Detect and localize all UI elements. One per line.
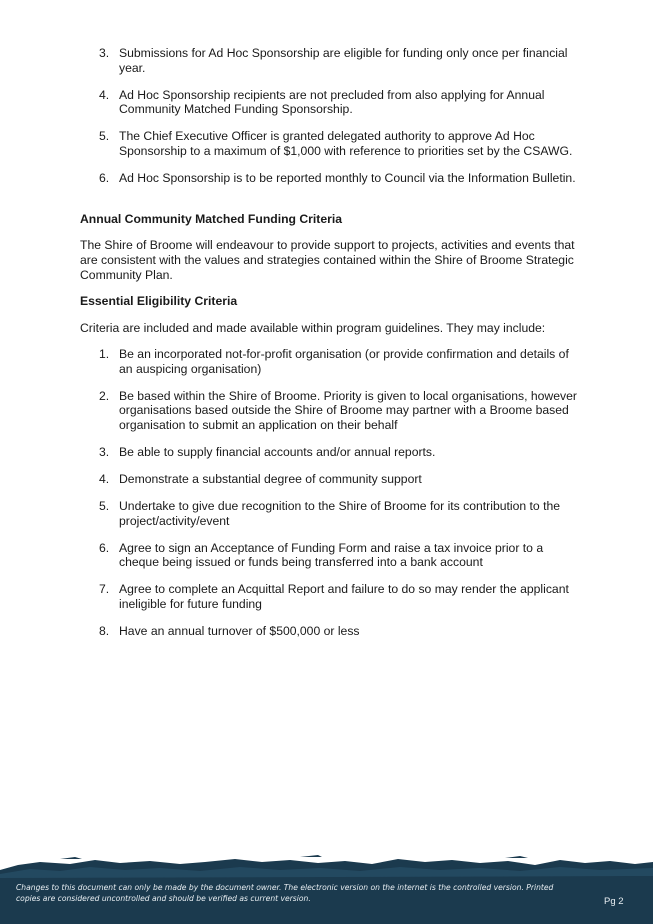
list-item xyxy=(80,499,580,528)
list-number: 3. xyxy=(99,445,110,460)
list-text: Submissions for Ad Hoc Sponsorship are eligible for funding only once per financial year. xyxy=(119,46,568,75)
list-number: 1. xyxy=(99,347,110,362)
list-text: The Chief Executive Officer is granted delegated authority to approve Ad Hoc Sponsorship to a maximum of $1,000 with reference to priorities set by the CSAWG. xyxy=(119,129,573,158)
matched-funding-paragraph: The Shire of Broome will endeavour to provide support to projects, activities and events that are consistent with the values and strategies contained within the Shire of Broome Strategic Community Plan. xyxy=(80,238,575,282)
eligibility-criteria-list xyxy=(80,347,580,638)
eligibility-intro: Criteria are included and made available within program guidelines. They may include: xyxy=(80,320,546,335)
list-text: Be able to supply financial accounts and/or annual reports. xyxy=(119,445,436,460)
list-text: Demonstrate a substantial degree of community support xyxy=(119,472,422,487)
list-item xyxy=(80,389,580,433)
list-text: Undertake to give due recognition to the Shire of Broome for its contribution to the project/activity/event xyxy=(119,499,561,528)
list-text: Agree to sign an Acceptance of Funding Form and raise a tax invoice prior to a cheque being issued or funds being transferred into a bank account xyxy=(119,540,544,570)
list-item xyxy=(80,445,580,460)
list-text: Agree to complete an Acquittal Report and failure to do so may render the applicant ineligible for future funding xyxy=(119,582,569,611)
list-item xyxy=(80,129,580,158)
section-heading-matched-funding: Annual Community Matched Funding Criteria xyxy=(80,211,343,226)
list-text: Be an incorporated not-for-profit organisation (or provide confirmation and details of an auspicing organisation) xyxy=(119,347,569,376)
list-number: 3. xyxy=(99,46,110,60)
list-number: 8. xyxy=(99,623,110,638)
list-number: 4. xyxy=(99,472,110,487)
list-number: 6. xyxy=(99,540,110,555)
list-number: 5. xyxy=(99,129,110,144)
list-item xyxy=(80,171,580,186)
list-item xyxy=(80,624,580,639)
list-item xyxy=(80,472,580,487)
section-heading-eligibility: Essential Eligibility Criteria xyxy=(80,294,238,309)
list-item xyxy=(80,582,580,611)
sponsorship-conditions-list xyxy=(80,46,580,185)
list-text: Ad Hoc Sponsorship is to be reported monthly to Council via the Information Bulletin. xyxy=(119,170,576,185)
list-item xyxy=(80,541,580,570)
list-item xyxy=(80,347,580,376)
list-text: Be based within the Shire of Broome. Priority is given to local organisations, however organisations based outside the Shire of Broome may partner with a Broome based organisation to submit an application on their behalf xyxy=(119,388,577,433)
list-number: 2. xyxy=(99,388,110,403)
list-number: 5. xyxy=(99,499,110,513)
list-number: 6. xyxy=(99,170,110,185)
list-number: 7. xyxy=(99,582,110,597)
list-text: Ad Hoc Sponsorship recipients are not precluded from also applying for Annual Community Matched Funding Sponsorship. xyxy=(119,87,545,117)
footer-disclaimer: Changes to this document can only be made by the document owner. The electronic version on the internet is the controlled version. Printed copies are considered uncontrolled and should be verified as current version. xyxy=(16,883,554,903)
list-item xyxy=(80,46,580,75)
list-number: 4. xyxy=(99,87,110,102)
page-number: Pg 2 xyxy=(604,896,624,907)
page-content xyxy=(80,46,580,651)
list-text: Have an annual turnover of $500,000 or less xyxy=(119,623,360,638)
list-item xyxy=(80,88,580,117)
